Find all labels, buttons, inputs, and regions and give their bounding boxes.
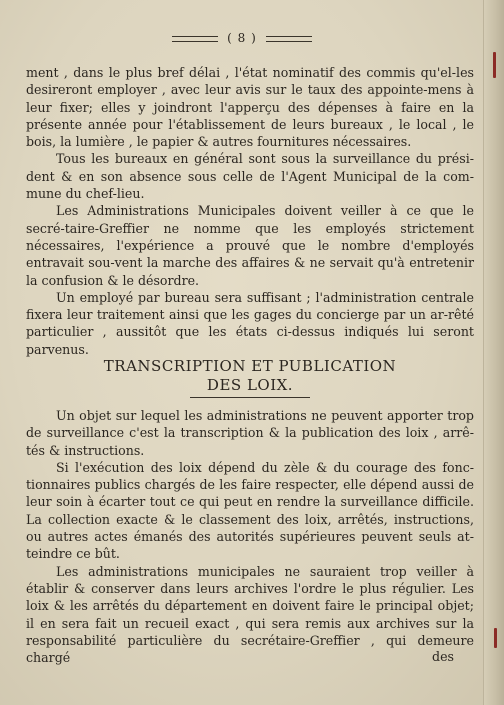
paragraph: Un objet sur lequel les administrations ne peuvent apporter trop de surveillance c'est la transcription & la publication des loix , arrê-tés & instructions. bbox=[26, 408, 474, 458]
header-rule-right bbox=[266, 36, 312, 42]
paragraph: Un employé par bureau sera suffisant ; l'administration centrale fixera leur traitement ainsi que les gages du concierge par un ar-rêté particulier , aussitôt que les états ci-dessus indiqués lui seront parvenus. bbox=[26, 289, 474, 357]
paragraph: Les Administrations Municipales doivent veiller à ce que le secré-taire-Greffier ne nomme que les employés strictement nécessaires, l'expérience a prouvé que le nombre d'employés entravait sou-vent la marche des affaires & ne servait qu'à entretenir la confusion & le désordre. bbox=[26, 203, 474, 288]
page-edge bbox=[483, 0, 504, 705]
header-rule-left bbox=[172, 36, 218, 42]
catchword: des bbox=[432, 649, 454, 664]
section-title bbox=[26, 357, 474, 398]
paragraph: Tous les bureaux en général sont sous la surveillance du prési-dent & en son absence sous celle de l'Agent Municipal de la com-mune du chef-lieu. bbox=[26, 151, 474, 202]
edge-mark-top bbox=[493, 52, 496, 78]
page-header bbox=[0, 31, 484, 45]
section-title-line1: TRANSCRIPTION ET PUBLICATION bbox=[103, 357, 397, 375]
paragraph: Les administrations municipales ne sauraient trop veiller à établir & conserver dans leurs archives l'ordre le plus régulier. Les loix & les arrêtés du département en doivent faire le principal objet; il en sera fait un recueil exact , qui sera remis aux archives sur la responsabilité particulière du secrétaire-Greffier , qui demeure chargé bbox=[26, 563, 474, 666]
page-number: ( 8 ) bbox=[227, 31, 257, 45]
paragraph: ment , dans le plus bref délai , l'état nominatif des commis qu'el-les desireront employer , avec leur avis sur le taux des appointe-mens à leur fixer; elles y joindront l'apperçu des dépenses à faire en la présente année pour l'établissement de leurs bureaux , le local , le bois, la lumière , le papier & autres fournitures nécessaires. bbox=[26, 65, 474, 150]
section-title-rule bbox=[190, 397, 310, 398]
body-text-top bbox=[26, 64, 474, 358]
paragraph: Si l'exécution des loix dépend du zèle & du courage des fonc-tionnaires publics chargés de les faire respecter, elle dépend aussi de leur soin à écarter tout ce qui peut en rendre la surveillance difficile. La collection exacte & le classement des loix, arrêtés, instructions, ou autres actes émanés des autorités supérieures peuvent seuls at-teindre ce bût. bbox=[26, 459, 474, 562]
body-text-bottom bbox=[26, 407, 474, 666]
section-title-line2: DES LOIX. bbox=[206, 376, 294, 394]
edge-mark-bottom bbox=[494, 628, 497, 648]
